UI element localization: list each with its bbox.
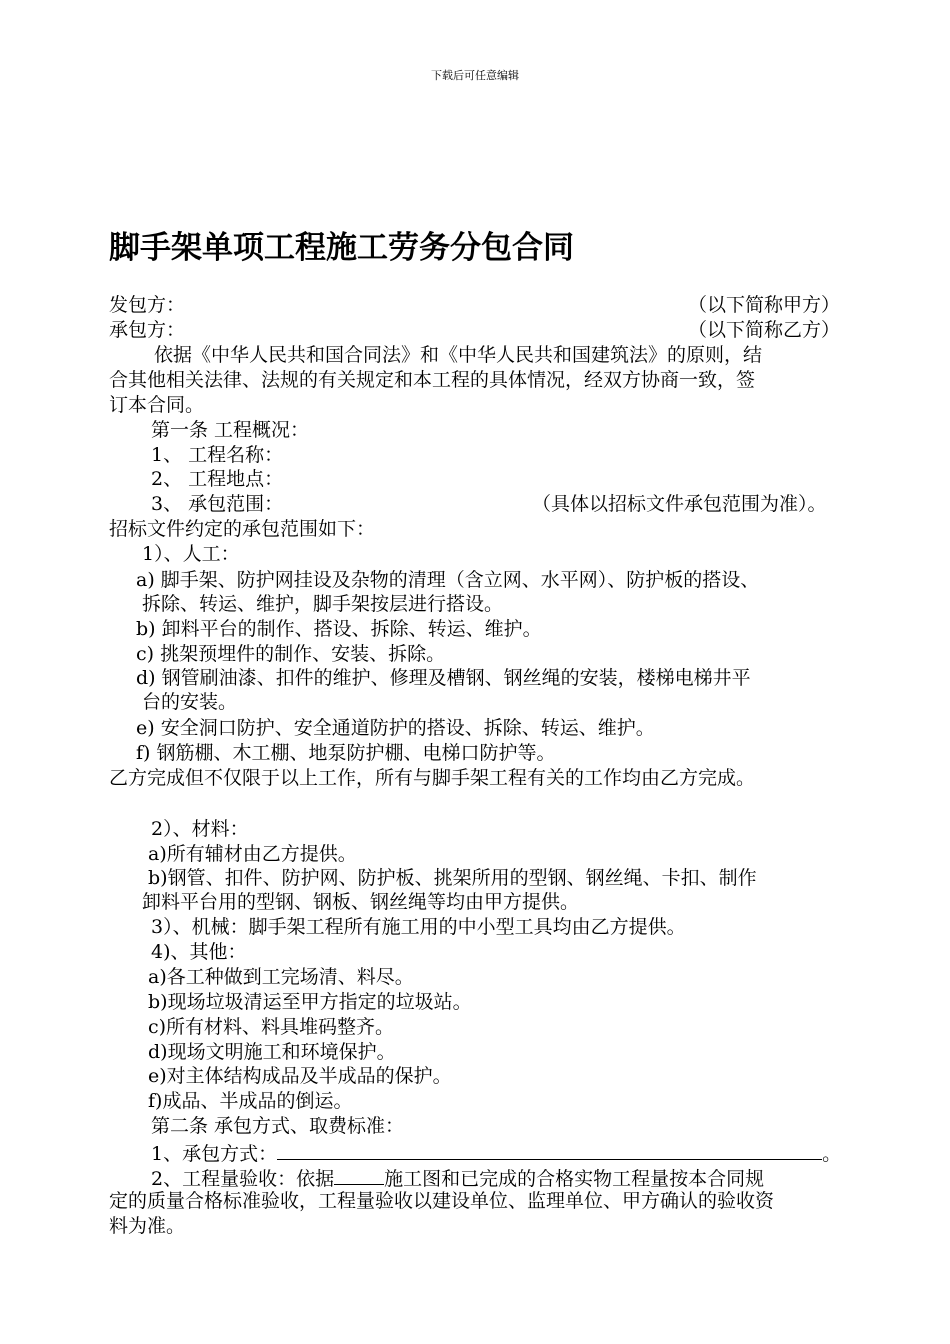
- preamble-line: 订本合同。: [109, 394, 205, 416]
- contract-method-end: 。: [822, 1143, 842, 1165]
- labor-item: e) 安全洞口防护、安全通道防护的搭设、拆除、转运、维护。: [136, 717, 655, 739]
- labor-item: f) 钢筋棚、木工棚、地泵防护棚、电梯口防护等。: [136, 742, 556, 764]
- quantity-acceptance-label: 2、工程量验收：依据: [151, 1168, 335, 1190]
- party-a-alias: （以下简称甲方）: [688, 294, 841, 316]
- project-location-label: 2、 工程地点：: [151, 468, 284, 490]
- labor-item: d) 钢管刷油漆、扣件的维护、修理及槽钢、钢丝绳的安装，楼梯电梯井平: [136, 667, 751, 689]
- materials-heading: 2）、材料：: [151, 818, 249, 840]
- labor-item: a) 脚手架、防护网挂设及杂物的清理（含立网、水平网）、防护板的搭设、: [136, 569, 760, 591]
- labor-item: c) 挑架预埋件的制作、安装、拆除。: [136, 643, 446, 665]
- labor-item: 台的安装。: [142, 691, 238, 713]
- quantity-acceptance-text: 施工图和已完成的合格实物工程量按本合同规: [384, 1168, 765, 1190]
- other-item: a)各工种做到工完场清、料尽。: [148, 966, 414, 988]
- scope-label: 3、 承包范围：: [151, 493, 284, 515]
- project-name-label: 1、 工程名称：: [151, 444, 284, 466]
- party-b-label: 承包方：: [109, 319, 186, 341]
- article1-heading: 第一条 工程概况：: [151, 419, 310, 441]
- other-item: f)成品、半成品的倒运。: [148, 1090, 353, 1112]
- other-item: b)现场垃圾清运至甲方指定的垃圾站。: [148, 991, 472, 1013]
- preamble-line: 依据《中华人民共和国合同法》和《中华人民共和国建筑法》的原则，结: [154, 344, 763, 366]
- materials-item: 卸料平台用的型钢、钢板、钢丝绳等均由甲方提供。: [142, 891, 580, 913]
- materials-item: a)所有辅材由乙方提供。: [148, 843, 357, 865]
- header-note: 下载后可任意编辑: [431, 69, 519, 82]
- party-b-alias: （以下简称乙方）: [688, 319, 841, 341]
- other-heading: 4)、其他：: [151, 941, 247, 963]
- labor-summary: 乙方完成但不仅限于以上工作，所有与脚手架工程有关的工作均由乙方完成。: [109, 767, 756, 789]
- other-item: d)现场文明施工和环境保护。: [148, 1041, 396, 1063]
- contract-method-blank: [277, 1139, 822, 1160]
- other-item: e)对主体结构成品及半成品的保护。: [148, 1065, 452, 1087]
- labor-item: 拆除、转运、维护，脚手架按层进行搭设。: [142, 593, 504, 615]
- labor-heading: 1）、人工：: [142, 543, 240, 565]
- quantity-acceptance-cont: 定的质量合格标准验收，工程量验收以建设单位、监理单位、甲方确认的验收资: [109, 1190, 775, 1212]
- party-a-label: 发包方：: [109, 294, 186, 316]
- quantity-acceptance-line: [151, 1164, 764, 1191]
- contract-title: 脚手架单项工程施工劳务分包合同: [109, 230, 574, 266]
- contract-method-label: 1、承包方式：: [151, 1143, 278, 1165]
- contract-method-line: [151, 1139, 841, 1166]
- preamble-line: 合其他相关法律、法规的有关规定和本工程的具体情况，经双方协商一致，签: [109, 369, 756, 391]
- scope-intro: 招标文件约定的承包范围如下：: [109, 518, 376, 540]
- machinery-line: 3）、机械：脚手架工程所有施工用的中小型工具均由乙方提供。: [151, 916, 686, 938]
- quantity-acceptance-cont: 料为准。: [109, 1215, 186, 1237]
- materials-item: b)钢管、扣件、防护网、防护板、挑架所用的型钢、钢丝绳、卡扣、制作: [148, 867, 757, 889]
- labor-item: b) 卸料平台的制作、搭设、拆除、转运、维护。: [136, 618, 542, 640]
- other-item: c)所有材料、料具堆码整齐。: [148, 1016, 395, 1038]
- drawing-name-blank: [334, 1164, 384, 1185]
- article2-heading: 第二条 承包方式、取费标准：: [151, 1115, 405, 1137]
- scope-note: （具体以招标文件承包范围为准）。: [532, 493, 827, 515]
